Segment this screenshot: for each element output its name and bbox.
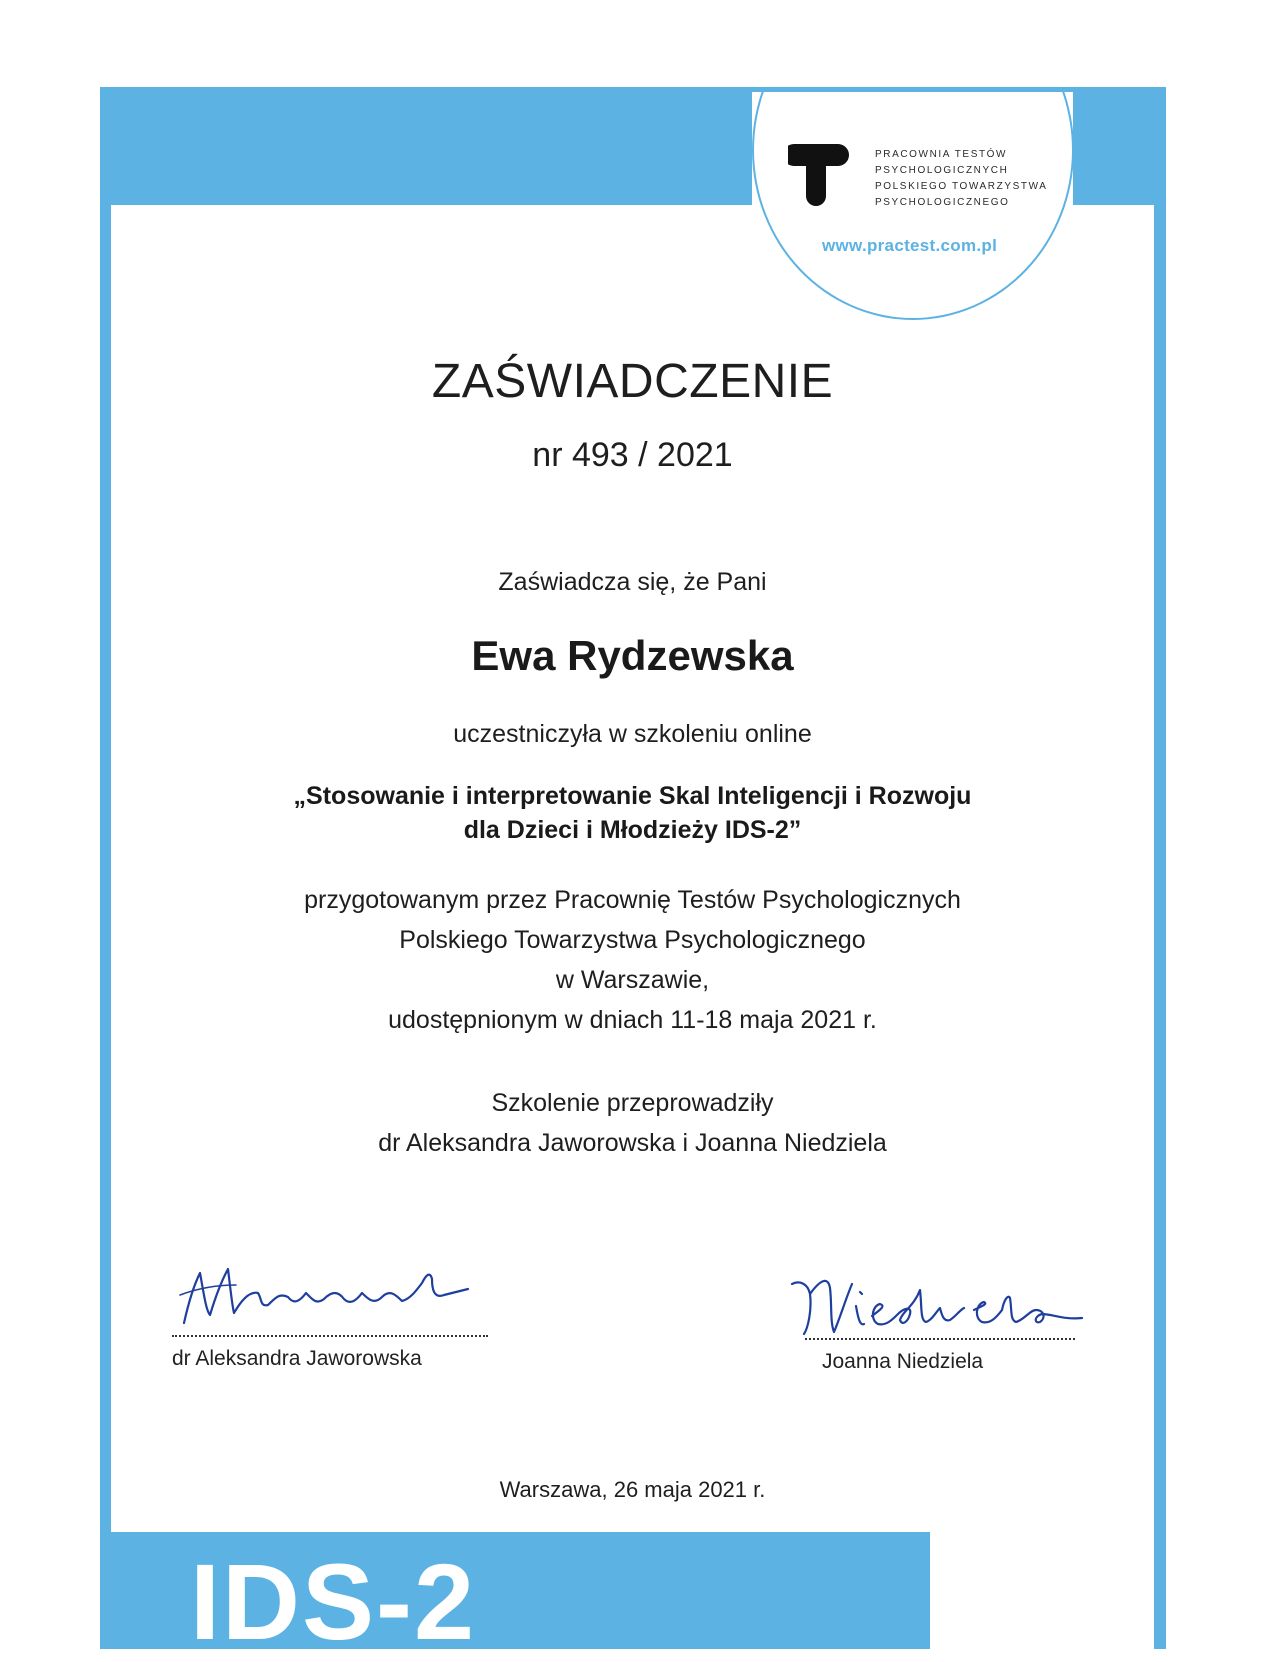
organizer-line: Polskiego Towarzystwa Psychologicznego xyxy=(399,926,866,954)
course-title-line: „Stosowanie i interpretowanie Skal Inteligencji i Rozwoju xyxy=(293,782,972,810)
logo-text-line: PSYCHOLOGICZNYCH xyxy=(875,165,1009,176)
place-and-date: Warszawa, 26 maja 2021 r. xyxy=(499,1477,766,1502)
participation-text: uczestniczyła w szkoleniu online xyxy=(453,720,812,748)
certificate-title: ZAŚWIADCZENIE xyxy=(431,355,834,408)
ids2-logo: IDS-2 xyxy=(190,1541,477,1662)
signature-line-left xyxy=(172,1335,488,1337)
signatory-right: Joanna Niedziela xyxy=(822,1350,984,1373)
signature-line-right xyxy=(805,1338,1075,1340)
logo-text-line: PSYCHOLOGICZNEGO xyxy=(875,197,1010,208)
signatory-left: dr Aleksandra Jaworowska xyxy=(172,1347,422,1370)
organizer-line: w Warszawie, xyxy=(555,966,710,994)
logo-text xyxy=(875,147,1048,211)
organizer-text xyxy=(111,880,1154,1040)
practest-logo-icon xyxy=(788,144,858,206)
footer-background xyxy=(930,1532,1166,1649)
signature-jaworowska xyxy=(176,1255,486,1325)
trainers-text xyxy=(111,1083,1154,1163)
trainers-line: Szkolenie przeprowadziły xyxy=(491,1089,774,1117)
footer-frame-edge xyxy=(1154,1532,1166,1649)
organizer-line: przygotowanym przez Pracownię Testów Psychologicznych xyxy=(304,886,961,914)
certificate-number: nr 493 / 2021 xyxy=(532,436,733,474)
certificate-intro: Zaświadcza się, że Pani xyxy=(498,568,767,596)
recipient-name: Ewa Rydzewska xyxy=(471,632,794,679)
logo-text-line: PRACOWNIA TESTÓW xyxy=(875,149,1008,160)
logo-url[interactable]: www.practest.com.pl xyxy=(822,236,998,255)
trainers-line: dr Aleksandra Jaworowska i Joanna Niedziela xyxy=(378,1129,887,1157)
course-title-line: dla Dzieci i Młodzieży IDS-2” xyxy=(463,816,802,844)
logo-text-line: POLSKIEGO TOWARZYSTWA xyxy=(875,181,1048,192)
signature-niedziela xyxy=(790,1270,1090,1340)
organizer-line: udostępnionym w dniach 11-18 maja 2021 r. xyxy=(388,1006,877,1034)
course-title xyxy=(111,779,1154,847)
